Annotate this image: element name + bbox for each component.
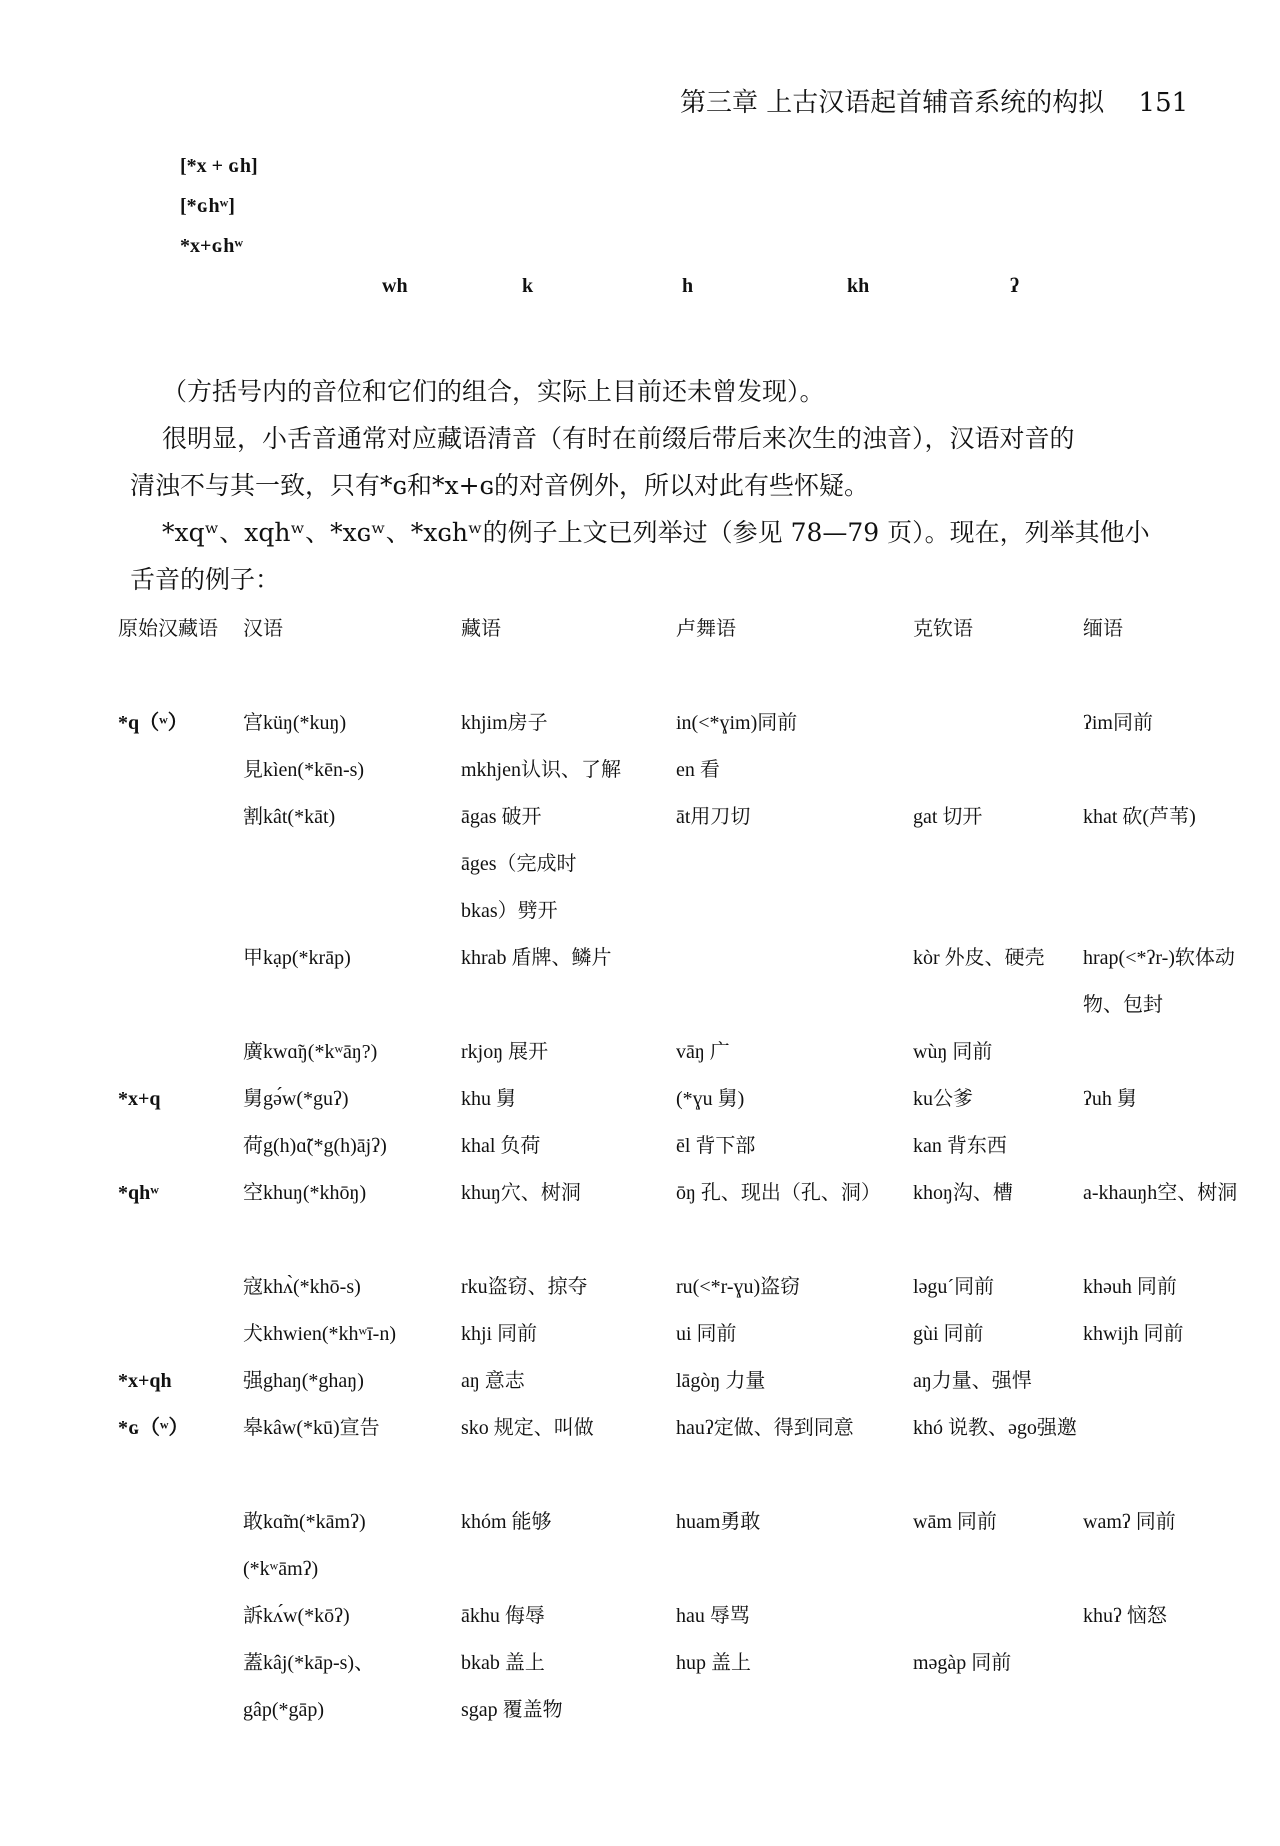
header-burmese: 缅语 bbox=[1083, 618, 1123, 640]
cell-tibetan: āgas 破开 āges（完成时 bkas）劈开 bbox=[461, 806, 577, 922]
cell-lushai: ui 同前 bbox=[676, 1323, 737, 1345]
cell-chinese: 皋kâw(*kū)宣告 bbox=[243, 1417, 380, 1439]
paragraph-1: （方括号内的音位和它们的组合，实际上目前还未曾发现）。 bbox=[162, 377, 825, 406]
chapter-title: 第三章 上古汉语起首辅音系统的构拟 bbox=[680, 88, 1105, 118]
cell-chinese: 宫küŋ(*kuŋ) bbox=[243, 712, 347, 734]
cell-tibetan: khuŋ穴、树洞 bbox=[461, 1182, 581, 1204]
cell-lushai: ōŋ 孔、现出（孔、洞） bbox=[676, 1182, 881, 1204]
cell-proto: *q（ʷ） bbox=[118, 712, 188, 734]
phon-glottal: ʔ bbox=[1010, 275, 1019, 297]
header-kachin: 克钦语 bbox=[913, 618, 973, 640]
cell-proto: *qhʷ bbox=[118, 1182, 159, 1204]
cell-lushai: hauʔ定做、得到同意 bbox=[676, 1417, 854, 1439]
cell-tibetan: mkhjen认识、了解 bbox=[461, 759, 621, 781]
cell-chinese: 廣kwɑ̃ŋ(*kʷāŋ?) bbox=[243, 1041, 378, 1063]
cell-chinese: 割kât(*kāt) bbox=[243, 806, 336, 828]
cell-tibetan: aŋ 意志 bbox=[461, 1370, 525, 1392]
cell-kachin: kan 背东西 bbox=[913, 1135, 1007, 1157]
cell-tibetan: khjim房子 bbox=[461, 712, 548, 734]
cell-chinese: 甲kạp(*krāp) bbox=[243, 947, 351, 969]
cell-tibetan: khji 同前 bbox=[461, 1323, 538, 1345]
cell-tibetan: rkjoŋ 展开 bbox=[461, 1041, 549, 1063]
cell-lushai: ru(<*r-ɣu)盗窃 bbox=[676, 1276, 801, 1298]
cell-lushai: hup 盖上 bbox=[676, 1652, 751, 1674]
cell-tibetan: bkab 盖上 sgap 覆盖物 bbox=[461, 1652, 563, 1721]
cell-burmese: ʔuh 舅 bbox=[1083, 1088, 1137, 1110]
cell-lushai: lāgòŋ 力量 bbox=[676, 1370, 766, 1392]
cell-chinese: 空khuŋ(*khōŋ) bbox=[243, 1182, 367, 1204]
cell-kachin: wùŋ 同前 bbox=[913, 1041, 993, 1063]
header-tibetan: 藏语 bbox=[461, 618, 501, 640]
cell-tibetan: khóm 能够 bbox=[461, 1511, 552, 1533]
cell-lushai: ēl 背下部 bbox=[676, 1135, 756, 1157]
cell-burmese: khat 砍(芦苇) bbox=[1083, 806, 1196, 828]
cell-burmese: ʔim同前 bbox=[1083, 712, 1153, 734]
cell-burmese: hrap(<*ʔr-)软体动物、包封 bbox=[1083, 947, 1235, 1016]
cell-tibetan: khu 舅 bbox=[461, 1088, 516, 1110]
cell-tibetan: rku盗窃、掠夺 bbox=[461, 1276, 588, 1298]
header-chinese: 汉语 bbox=[243, 618, 283, 640]
cell-tibetan: ākhu 侮辱 bbox=[461, 1605, 545, 1627]
cell-burmese: khwijh 同前 bbox=[1083, 1323, 1184, 1345]
cell-burmese: a-khauŋh空、树洞 bbox=[1083, 1182, 1238, 1204]
cell-kachin: ku公爹 bbox=[913, 1088, 973, 1110]
cell-burmese: khəuh 同前 bbox=[1083, 1276, 1177, 1298]
cell-kachin: kòr 外皮、硬壳 bbox=[913, 947, 1045, 969]
cell-proto: *x+q bbox=[118, 1088, 161, 1110]
cell-chinese: 蓋kâj(*kāp-s)、 gâp(*gāp) bbox=[243, 1652, 375, 1721]
cell-kachin: khó 说教、əgo强邀 bbox=[913, 1417, 1077, 1439]
cell-chinese: 見kìen(*kēn-s) bbox=[243, 759, 365, 781]
cell-lushai: in(<*ɣim)同前 bbox=[676, 712, 798, 734]
cell-kachin: ləguˊ同前 bbox=[913, 1276, 995, 1298]
cell-kachin: wām 同前 bbox=[913, 1511, 997, 1533]
cell-kachin: məgàp 同前 bbox=[913, 1652, 1012, 1674]
header-lushai: 卢舞语 bbox=[676, 618, 736, 640]
phoneme-code-3: *x+ɢhʷ bbox=[180, 235, 243, 257]
phoneme-code-1: [*x + ɢh] bbox=[180, 155, 258, 177]
cell-chinese: 訴kʌ́w(*kōʔ) bbox=[243, 1605, 350, 1627]
cell-chinese: 寇khʌ̀(*khō-s) bbox=[243, 1276, 361, 1298]
page-number: 151 bbox=[1138, 88, 1189, 118]
cell-lushai: huam勇敢 bbox=[676, 1511, 761, 1533]
paragraph-3-line-2: 舌音的例子： bbox=[130, 565, 281, 594]
paragraph-2-line-2: 清浊不与其一致，只有*ɢ和*x+ɢ的对音例外，所以对此有些怀疑。 bbox=[130, 471, 870, 500]
cell-lushai: hau 辱骂 bbox=[676, 1605, 750, 1627]
cell-burmese: wamʔ 同前 bbox=[1083, 1511, 1176, 1533]
cell-chinese: 敢kɑ̃m(*kāmʔ) (*kʷāmʔ) bbox=[243, 1511, 366, 1580]
phon-k: k bbox=[522, 275, 534, 297]
phon-kh: kh bbox=[847, 275, 870, 297]
phoneme-code-2: [*ɢhʷ] bbox=[180, 195, 235, 217]
phon-h: h bbox=[682, 275, 694, 297]
cell-chinese: 荷g(h)ɑ̃(*g(h)ājʔ) bbox=[243, 1135, 387, 1157]
paragraph-3-line-1: *xqʷ、xqhʷ、*xɢʷ、*xɢhʷ的例子上文已列举过（参见 78—79 页）。现在，列举其他小 bbox=[162, 518, 1150, 547]
cell-lushai: (*ɣu 舅) bbox=[676, 1088, 745, 1110]
cell-chinese: 舅gə́w(*guʔ) bbox=[243, 1088, 349, 1110]
phon-wh: wh bbox=[382, 275, 408, 297]
cell-tibetan: khal 负荷 bbox=[461, 1135, 541, 1157]
cell-proto: *x+qh bbox=[118, 1370, 172, 1392]
cell-tibetan: sko 规定、叫做 bbox=[461, 1417, 594, 1439]
cell-kachin: gùi 同前 bbox=[913, 1323, 984, 1345]
paragraph-2-line-1: 很明显，小舌音通常对应藏语清音（有时在前缀后带后来次生的浊音），汉语对音的 bbox=[162, 424, 1075, 453]
cell-burmese: khuʔ 恼怒 bbox=[1083, 1605, 1167, 1627]
cell-chinese: 强ghaŋ(*ghaŋ) bbox=[243, 1370, 364, 1392]
cell-lushai: vāŋ 广 bbox=[676, 1041, 730, 1063]
cell-kachin: gat 切开 bbox=[913, 806, 983, 828]
cell-tibetan: khrab 盾牌、鳞片 bbox=[461, 947, 612, 969]
cell-lushai: āt用刀切 bbox=[676, 806, 751, 828]
cell-chinese: 犬khwien(*khʷī-n) bbox=[243, 1323, 396, 1345]
page-header bbox=[680, 82, 1188, 119]
cell-lushai: en 看 bbox=[676, 759, 720, 781]
header-proto-sino-tibetan: 原始汉藏语 bbox=[118, 618, 218, 640]
cell-proto: *ɢ（ʷ） bbox=[118, 1417, 189, 1439]
cell-kachin: aŋ力量、强悍 bbox=[913, 1370, 1032, 1392]
cell-kachin: khoŋ沟、槽 bbox=[913, 1182, 1013, 1204]
